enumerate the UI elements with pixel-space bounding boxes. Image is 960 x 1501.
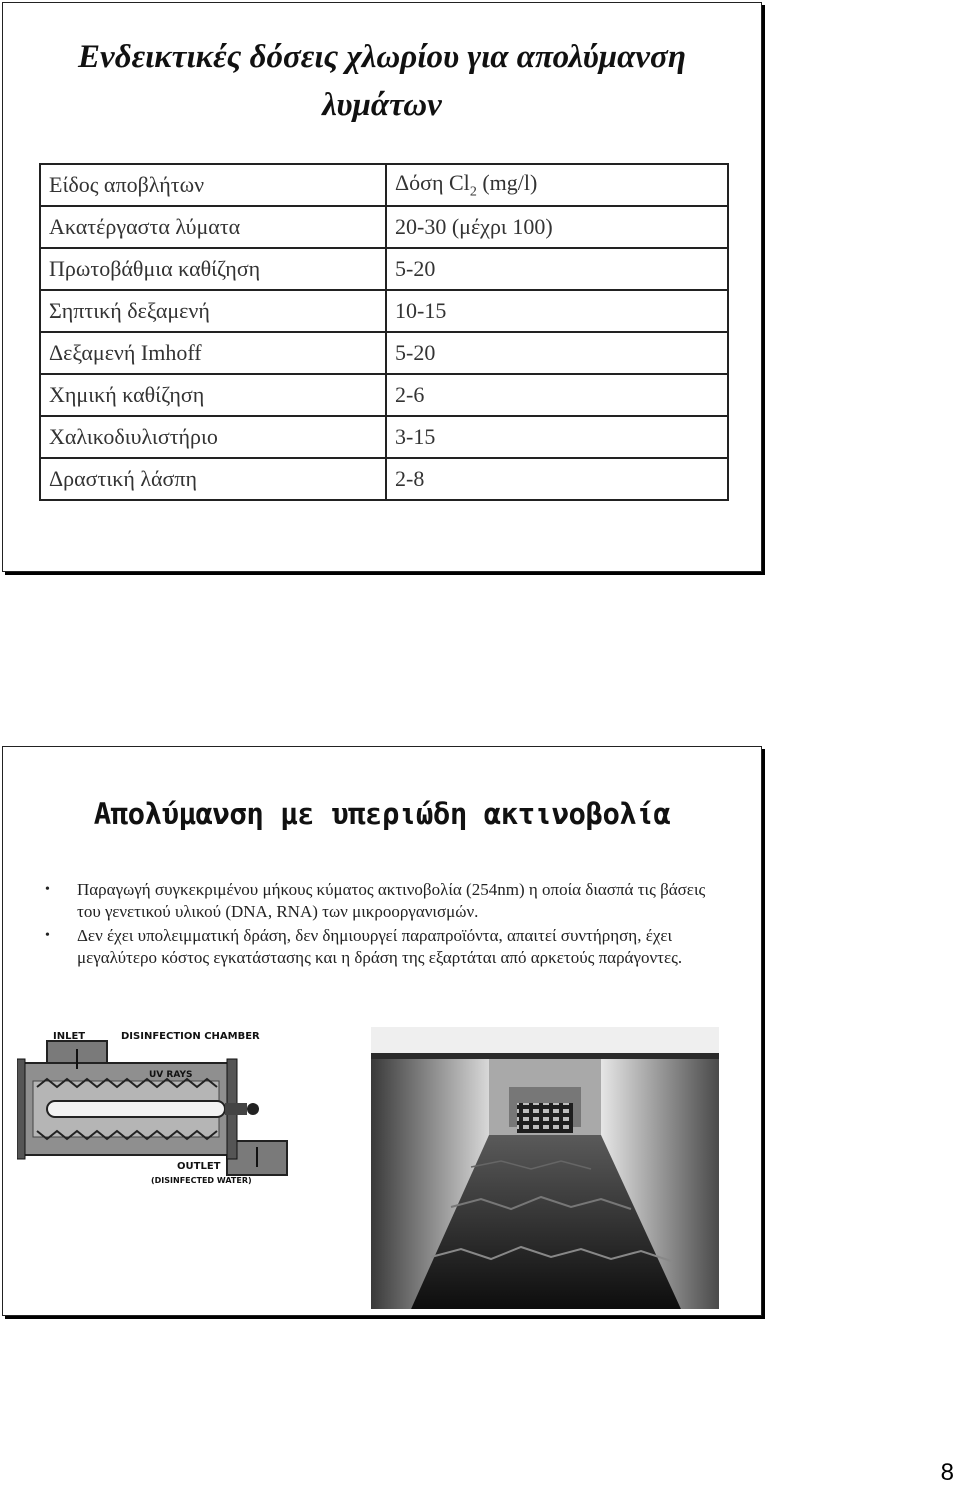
header-dose-suffix: (mg/l) <box>476 169 538 195</box>
bullet-icon: • <box>45 882 50 897</box>
slide-title-line-2: λυμάτων <box>322 87 442 123</box>
waste-type-cell: Πρωτοβάθμια καθίζηση <box>40 248 386 290</box>
table-header-row <box>40 164 728 206</box>
lamp-connector <box>225 1103 247 1115</box>
header-dose <box>386 164 728 206</box>
uv-reactor-diagram <box>17 1029 347 1189</box>
page-number: 8 <box>940 1459 954 1486</box>
top-frame <box>371 1027 719 1057</box>
waste-type-cell: Ακατέργαστα λύματα <box>40 206 386 248</box>
slide-title-line-1: Ενδεικτικές δόσεις χλωρίου για απολύμανση <box>78 39 686 75</box>
slide-uv-disinfection <box>2 746 762 1316</box>
waste-type-cell: Σηπτική δεξαμενή <box>40 290 386 332</box>
lamp-terminal-icon <box>247 1103 259 1115</box>
table-row <box>40 416 728 458</box>
dose-cell: 10-15 <box>386 290 728 332</box>
header-waste-type: Είδος αποβλήτων <box>40 164 386 206</box>
bullet-list <box>45 879 725 971</box>
uv-rays-label: UV RAYS <box>149 1070 193 1080</box>
header-dose-subscript: 2 <box>469 184 477 200</box>
dose-cell: 20-30 (μέχρι 100) <box>386 206 728 248</box>
left-end-cap <box>17 1059 25 1159</box>
header-dose-prefix: Δόση Cl <box>395 169 470 195</box>
uv-lamp <box>47 1101 225 1117</box>
waste-type-cell: Χαλικοδιυλιστήριο <box>40 416 386 458</box>
uv-channel-photo <box>371 1027 719 1309</box>
waste-type-cell: Δραστική λάσπη <box>40 458 386 500</box>
outlet-note-label: (DISINFECTED WATER) <box>151 1176 252 1185</box>
dose-cell: 5-20 <box>386 248 728 290</box>
bullet-text: Παραγωγή συγκεκριμένου μήκους κύματος ακτινοβολία (254nm) η οποία διασπά τις βάσεις του γενετικού υλικού (DNA, RNA) των μικροοργανισμών. <box>77 880 706 921</box>
bullet-item <box>45 879 725 923</box>
slide-title: Απολύμανση με υπεριώδη ακτινοβολία <box>93 797 671 831</box>
dose-cell: 2-6 <box>386 374 728 416</box>
waste-type-cell: Χημική καθίζηση <box>40 374 386 416</box>
bullet-text: Δεν έχει υπολειμματική δράση, δεν δημιουργεί παραπροϊόντα, απαιτεί συντήρηση, έχει μεγαλύτερο κόστος εγκατάστασης και η δράση της εξαρτάται από αρκετούς παράγοντες. <box>77 926 683 967</box>
slide-title <box>23 33 741 129</box>
chlorine-dose-table <box>39 163 729 501</box>
bullet-item <box>45 925 725 969</box>
table-row <box>40 458 728 500</box>
waste-type-cell: Δεξαμενή Imhoff <box>40 332 386 374</box>
table-row <box>40 206 728 248</box>
dose-cell: 2-8 <box>386 458 728 500</box>
outlet-label: OUTLET <box>177 1161 221 1172</box>
dose-cell: 5-20 <box>386 332 728 374</box>
inlet-label: INLET <box>53 1031 86 1042</box>
table-row <box>40 248 728 290</box>
chamber-label: DISINFECTION CHAMBER <box>121 1031 260 1042</box>
uv-lamp-rack <box>517 1103 573 1133</box>
table-row <box>40 332 728 374</box>
top-frame-edge <box>371 1053 719 1059</box>
slide-chlorine-doses <box>2 2 762 572</box>
dose-cell: 3-15 <box>386 416 728 458</box>
table-row <box>40 290 728 332</box>
table-row <box>40 374 728 416</box>
bullet-icon: • <box>45 928 50 943</box>
